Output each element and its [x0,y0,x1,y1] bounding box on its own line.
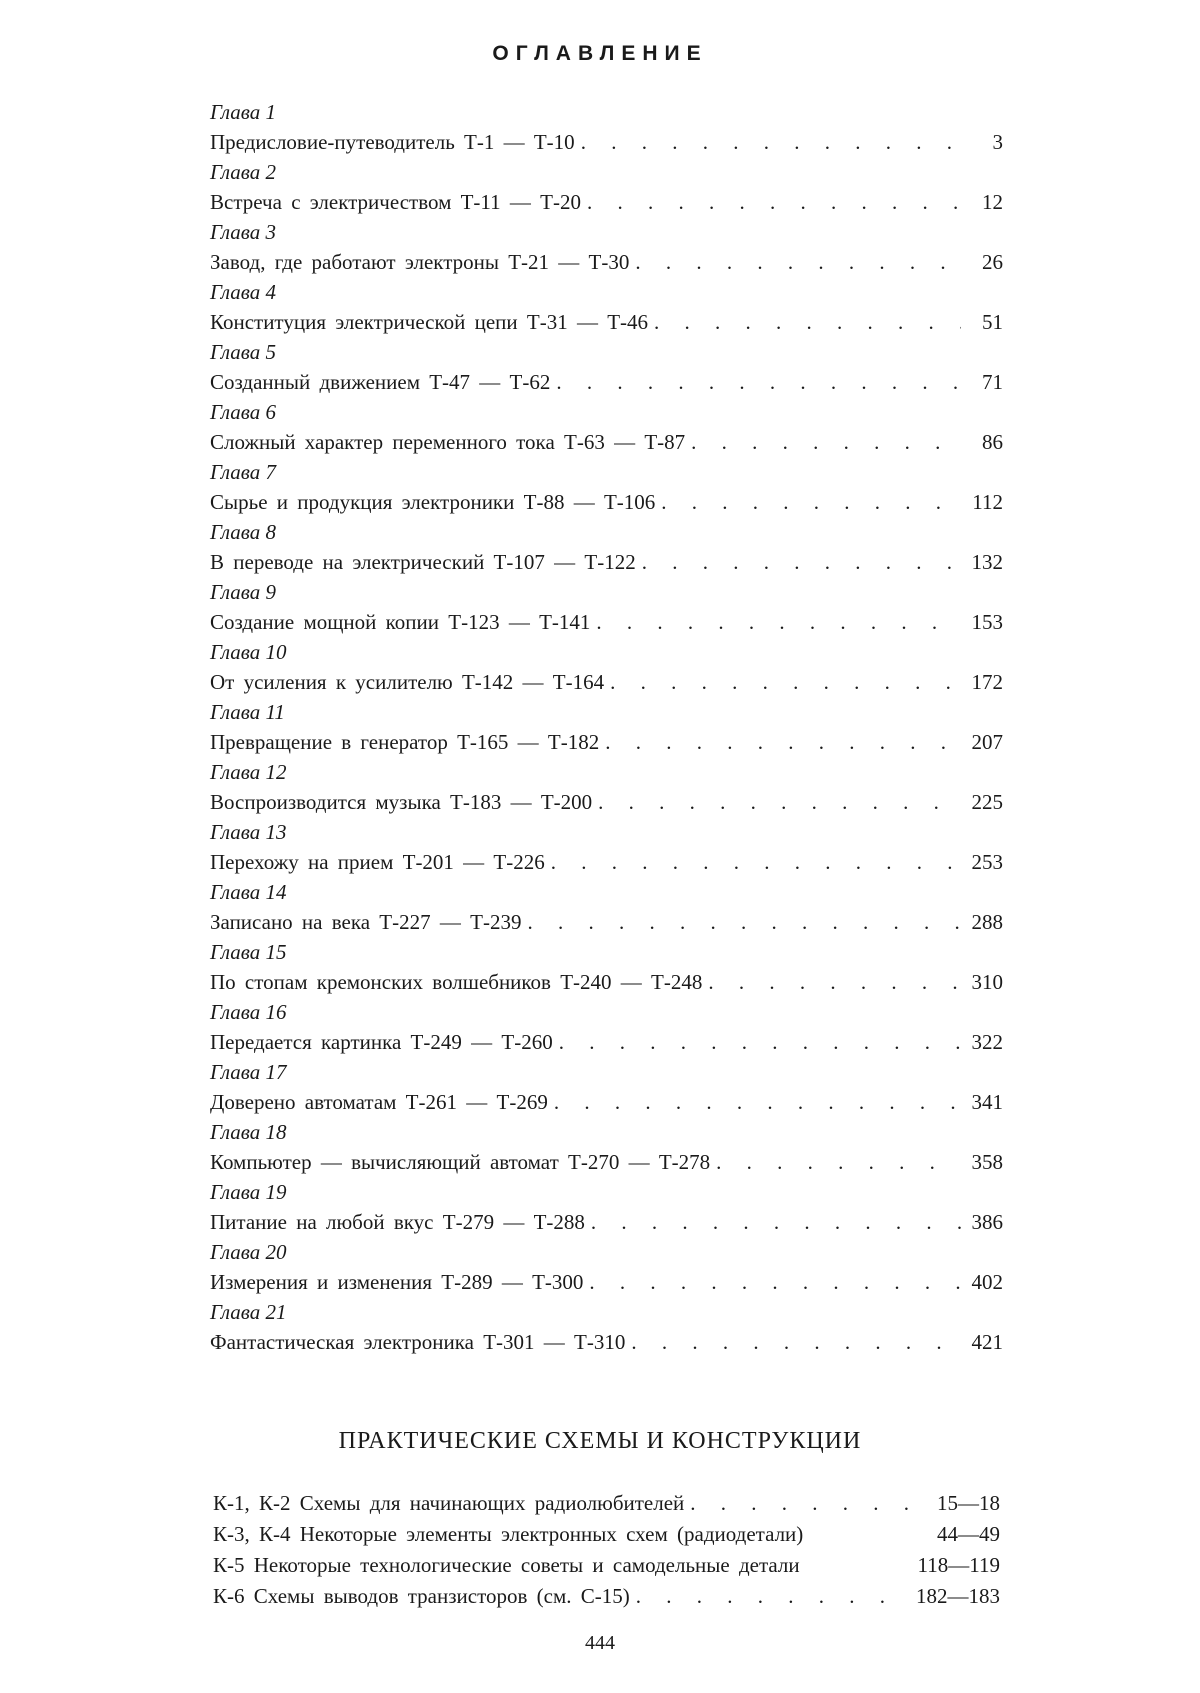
chapter-label: Глава 6 [210,400,276,424]
chapter-page-number: 12 [982,190,1003,214]
practical-title: К-1, К-2 Схемы для начинающих радиолюбителей [213,1491,685,1515]
chapter-label: Глава 12 [210,760,287,784]
toc-chapter [210,218,1003,278]
toc-entry [210,246,1003,278]
chapter-label: Глава 14 [210,880,287,904]
toc-chapter [210,878,1003,938]
chapter-title: Завод, где работают электроны Т-21 — Т-30 [210,250,630,274]
dot-leader [556,366,961,398]
chapter-label: Глава 11 [210,700,285,724]
chapter-label: Глава 4 [210,280,276,304]
chapter-title: Сложный характер переменного тока Т-63 — Т-87 [210,430,686,454]
chapter-page-number: 421 [971,1330,1003,1354]
dot-leader [654,306,961,338]
chapter-title: Созданный движением Т-47 — Т-62 [210,370,551,394]
dot-leader [596,606,961,638]
chapter-label: Глава 21 [210,1300,287,1324]
chapter-label: Глава 8 [210,520,276,544]
toc-chapter [210,638,1003,698]
toc-chapter [210,398,1003,458]
chapter-title: Предисловие-путеводитель Т-1 — Т-10 [210,130,575,154]
chapter-label: Глава 18 [210,1120,287,1144]
chapter-page-number: 322 [971,1030,1003,1054]
chapter-label: Глава 1 [210,100,276,124]
toc-entry [210,1026,1003,1058]
dot-leader [708,966,961,998]
chapter-page-number: 386 [971,1210,1003,1234]
chapter-page-number: 207 [971,730,1003,754]
chapter-title: Передается картинка Т-249 — Т-260 [210,1030,553,1054]
toc-chapter [210,998,1003,1058]
dot-leader [589,1266,961,1298]
practical-pages: 118—119 [917,1553,1000,1577]
chapter-title: Измерения и изменения Т-289 — Т-300 [210,1270,584,1294]
toc-entry [210,966,1003,998]
dot-leader [551,846,961,878]
chapter-page-number: 86 [982,430,1003,454]
chapter-title: Воспроизводится музыка Т-183 — Т-200 [210,790,593,814]
chapter-title: Создание мощной копии Т-123 — Т-141 [210,610,591,634]
toc-entry [210,666,1003,698]
toc-entry [210,906,1003,938]
toc-entry [210,726,1003,758]
toc-entry [210,186,1003,218]
practical-entry [213,1581,1000,1612]
dot-leader [587,186,961,218]
page-title: ОГЛАВЛЕНИЕ [492,42,708,65]
toc-chapter [210,518,1003,578]
chapter-page-number: 402 [971,1270,1003,1294]
chapter-label: Глава 7 [210,460,276,484]
chapter-page-number: 112 [972,490,1003,514]
toc-entry [210,606,1003,638]
dot-leader [559,1026,961,1058]
dot-leader [610,666,961,698]
practical-entry [213,1488,1000,1519]
page-number: 444 [585,1632,615,1654]
dot-leader [636,1581,910,1612]
chapter-page-number: 358 [971,1150,1003,1174]
chapter-page-number: 253 [971,850,1003,874]
chapter-title: Питание на любой вкус Т-279 — Т-288 [210,1210,585,1234]
chapter-label: Глава 15 [210,940,287,964]
chapter-title: Фантастическая электроника Т-301 — Т-310 [210,1330,626,1354]
dot-leader [605,726,961,758]
practical-title: К-6 Схемы выводов транзисторов (см. С-15) [213,1584,630,1608]
toc-chapter [210,758,1003,818]
chapter-title: Компьютер — вычисляющий автомат Т-270 — Т-278 [210,1150,711,1174]
dot-leader [591,1206,961,1238]
chapter-page-number: 341 [971,1090,1003,1114]
practical-section-title: ПРАКТИЧЕСКИЕ СХЕМЫ И КОНСТРУКЦИИ [338,1428,862,1454]
toc-chapter [210,938,1003,998]
chapter-title: По стопам кремонских волшебников Т-240 — Т-248 [210,970,703,994]
chapter-label: Глава 5 [210,340,276,364]
toc-chapter [210,1058,1003,1118]
chapter-label: Глава 20 [210,1240,287,1264]
toc-entry [210,366,1003,398]
toc-entry [210,126,1003,158]
toc-chapter [210,818,1003,878]
chapter-title: Встреча с электричеством Т-11 — Т-20 [210,190,581,214]
toc-chapter [210,578,1003,638]
chapter-label: Глава 16 [210,1000,287,1024]
chapter-label: Глава 2 [210,160,276,184]
toc-entry [210,1206,1003,1238]
toc-chapter [210,1118,1003,1178]
chapter-title: Доверено автоматам Т-261 — Т-269 [210,1090,548,1114]
chapter-title: Перехожу на прием Т-201 — Т-226 [210,850,545,874]
chapter-page-number: 172 [971,670,1003,694]
chapter-page-number: 3 [992,130,1003,154]
dot-leader [581,126,961,158]
practical-pages: 182—183 [916,1584,1000,1608]
practical-list [213,1488,1000,1612]
toc-entry [210,486,1003,518]
dot-leader [691,426,961,458]
chapter-label: Глава 3 [210,220,276,244]
toc-chapter [210,1298,1003,1358]
dot-leader [642,546,961,578]
chapter-page-number: 51 [982,310,1003,334]
dot-leader [690,1488,931,1519]
toc-chapter [210,1178,1003,1238]
dot-leader [661,486,961,518]
toc-entry [210,546,1003,578]
toc-entry [210,306,1003,338]
dot-leader [635,246,961,278]
toc-entry [210,1146,1003,1178]
chapter-title: Записано на века Т-227 — Т-239 [210,910,522,934]
dot-leader [631,1326,961,1358]
chapter-label: Глава 9 [210,580,276,604]
toc-chapter [210,98,1003,158]
practical-title: К-3, К-4 Некоторые элементы электронных схем (радиодетали) [213,1522,804,1546]
chapter-page-number: 225 [971,790,1003,814]
chapter-page-number: 132 [971,550,1003,574]
toc-entry [210,1266,1003,1298]
chapter-title: Превращение в генератор Т-165 — Т-182 [210,730,600,754]
chapter-label: Глава 17 [210,1060,287,1084]
dot-leader [598,786,961,818]
table-of-contents [210,98,1003,1358]
practical-pages: 15—18 [937,1491,1000,1515]
chapter-label: Глава 10 [210,640,287,664]
chapter-label: Глава 13 [210,820,287,844]
chapter-title: В переводе на электрический Т-107 — Т-122 [210,550,636,574]
practical-entry [213,1550,1000,1581]
chapter-page-number: 153 [971,610,1003,634]
chapter-title: Сырье и продукция электроники Т-88 — Т-106 [210,490,656,514]
dot-leader [554,1086,961,1118]
chapter-title: От усиления к усилителю Т-142 — Т-164 [210,670,605,694]
toc-entry [210,846,1003,878]
dot-leader [716,1146,961,1178]
practical-title: К-5 Некоторые технологические советы и самодельные детали [213,1553,800,1577]
toc-entry [210,786,1003,818]
toc-chapter [210,158,1003,218]
chapter-label: Глава 19 [210,1180,287,1204]
chapter-page-number: 26 [982,250,1003,274]
toc-entry [210,1326,1003,1358]
chapter-page-number: 288 [971,910,1003,934]
practical-pages: 44—49 [937,1522,1000,1546]
chapter-page-number: 71 [982,370,1003,394]
toc-chapter [210,1238,1003,1298]
toc-entry [210,1086,1003,1118]
toc-chapter [210,698,1003,758]
chapter-page-number: 310 [971,970,1003,994]
toc-chapter [210,278,1003,338]
chapter-title: Конституция электрической цепи Т-31 — Т-46 [210,310,649,334]
practical-entry [213,1519,1000,1550]
toc-chapter [210,458,1003,518]
toc-entry [210,426,1003,458]
toc-chapter [210,338,1003,398]
dot-leader [527,906,961,938]
